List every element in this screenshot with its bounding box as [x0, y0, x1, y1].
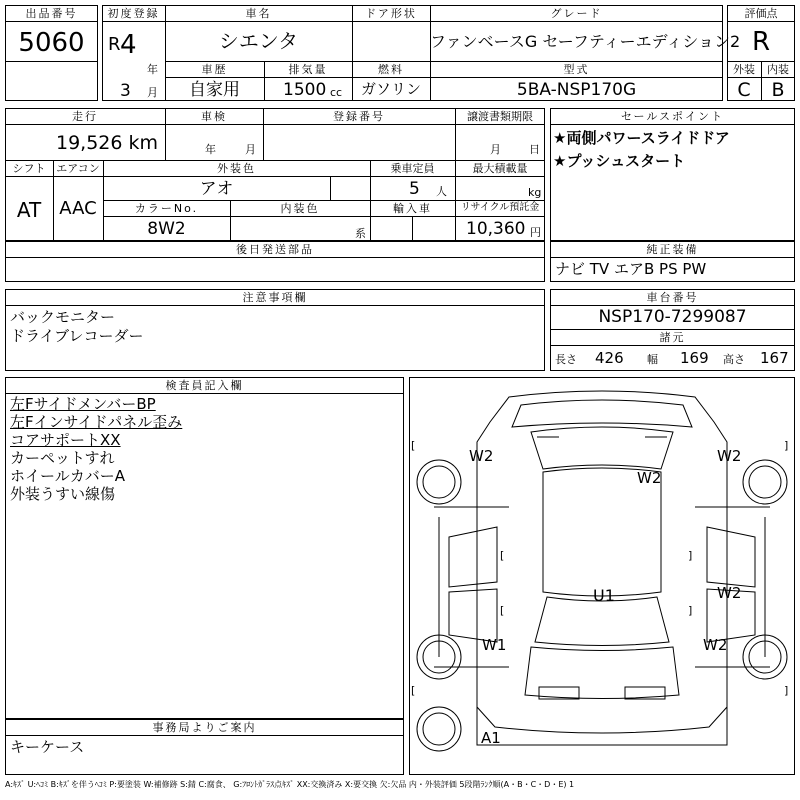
model-code: 5BA-NSP170G: [516, 80, 637, 100]
mark-fr-wheel: W2: [717, 447, 742, 465]
fuel: ガソリン: [360, 80, 421, 98]
lot-number-label: 出品番号: [25, 7, 78, 20]
color-no-label: カラーNo.: [134, 202, 199, 215]
door-label: ドア形状: [365, 7, 417, 20]
equipment-value: ナビ TV エアB PS PW: [555, 260, 707, 278]
notes-item: バックモニター: [10, 308, 116, 326]
interior-label: 内装: [767, 63, 789, 76]
score-label: 評価点: [744, 7, 778, 20]
transfer-day-unit: 日: [529, 143, 540, 156]
car-name-label: 車名: [245, 7, 272, 20]
height-value: 167: [760, 349, 789, 367]
inspector-item: ホイールカバーA: [10, 467, 125, 485]
reg-number-label: 登録番号: [333, 110, 385, 123]
mark-center: U1: [593, 586, 615, 605]
shift: AT: [16, 198, 42, 222]
exterior-label: 外装: [733, 63, 755, 76]
max-load-unit: kg: [528, 186, 542, 199]
door-bracket: [: [500, 604, 505, 617]
ac: AAC: [59, 198, 97, 219]
mark-rear-right: W2: [717, 584, 742, 602]
rl-wheel-bracket: [: [411, 684, 416, 697]
exterior-grade: C: [737, 79, 751, 101]
sales-point-item: ★プッシュスタート: [553, 152, 686, 170]
history-label: 車歴: [201, 63, 228, 76]
history: 自家用: [189, 80, 240, 100]
capacity-unit: 人: [436, 185, 447, 198]
inspection-month-unit: 月: [245, 143, 256, 156]
inspector-label: 検査員記入欄: [165, 379, 244, 392]
inspection-label: 車検: [201, 110, 227, 123]
reg-month: 3: [120, 81, 131, 101]
door-bracket: [: [500, 549, 505, 562]
year-unit: 年: [147, 63, 158, 76]
color: アオ: [199, 179, 234, 199]
int-color-unit: 系: [355, 227, 366, 240]
lot-number: 5060: [18, 28, 85, 58]
car-outline: [409, 377, 795, 775]
interior-grade: B: [771, 79, 785, 101]
inspector-item: 左Fインサイドパネル歪み: [10, 413, 183, 431]
car-name: シエンタ: [218, 29, 299, 53]
mark-fl-wheel: W2: [469, 447, 494, 465]
score: R: [751, 27, 771, 57]
recycle-fee: 10,360: [466, 219, 526, 239]
grade: ファンベースG セーフティーエディション2: [430, 32, 741, 51]
inspector-item: カーペットすれ: [10, 449, 115, 467]
chassis-label: 車台番号: [646, 291, 699, 304]
color-no: 8W2: [147, 219, 186, 239]
fuel-label: 燃料: [378, 63, 404, 76]
length-label: 長さ: [555, 353, 577, 366]
chassis-number: NSP170-7299087: [598, 307, 747, 327]
transfer-month-unit: 月: [490, 143, 501, 156]
office-value: キーケース: [10, 738, 85, 756]
inspector-item: 左FサイドメンバーBP: [10, 395, 156, 413]
inspection-year-unit: 年: [205, 143, 216, 156]
notes-item: ドライブレコーダー: [10, 327, 144, 345]
door-bracket: ]: [688, 549, 693, 562]
mileage-label: 走行: [72, 110, 98, 123]
mark-spare: A1: [481, 729, 501, 747]
fl-wheel-bracket: [: [411, 439, 416, 452]
color-label: 外装色: [217, 162, 256, 175]
mark-rr-wheel: W2: [703, 636, 728, 654]
width-label: 幅: [647, 353, 658, 366]
transfer-doc-label: 譲渡書類期限: [467, 110, 533, 123]
reg-year: 4: [120, 30, 137, 60]
first-reg-label: 初度登録: [107, 7, 160, 20]
sales-points-label: セールスポイント: [620, 110, 724, 123]
displacement-unit: cc: [330, 86, 343, 99]
inspector-item: コアサポートXX: [10, 431, 121, 449]
dims-label: 諸元: [659, 331, 686, 344]
max-load-label: 最大積載量: [472, 162, 528, 175]
equipment-label: 純正装備: [646, 243, 699, 256]
notes-label: 注意事項欄: [242, 291, 308, 304]
int-color-label: 内装色: [280, 202, 320, 215]
capacity: 5: [409, 179, 420, 199]
width-value: 169: [680, 349, 709, 367]
month-unit: 月: [147, 86, 158, 99]
model-label: 型式: [563, 63, 590, 76]
inspector-item: 外装うすい線傷: [10, 485, 116, 503]
recycle-unit: 円: [530, 226, 541, 239]
mark-body-left: W2: [637, 469, 662, 487]
displacement-label: 排気量: [288, 63, 328, 76]
sales-point-item: ★両側パワースライドドア: [553, 129, 730, 147]
door-bracket: ]: [688, 604, 693, 617]
import-label: 輸入車: [393, 202, 432, 215]
later-parts-label: 後日発送部品: [236, 243, 314, 256]
mark-rl-wheel: W1: [482, 636, 507, 654]
capacity-label: 乗車定員: [390, 162, 435, 175]
sales-points-box: [550, 108, 795, 241]
length-value: 426: [595, 349, 624, 367]
era: R: [108, 34, 121, 55]
grade-label: グレード: [550, 7, 603, 20]
shift-label: シフト: [12, 162, 46, 175]
recycle-label: リサイクル預託金: [460, 202, 540, 213]
legend: A:ｷｽﾞ U:ﾍｺﾐ B:ｷｽﾞを伴うﾍｺﾐ P:要塗装 W:補修跡 S:錆 C:腐食、 G:ﾌﾛﾝﾄｶﾞﾗｽ点ｷｽﾞ XX:交換済み X:要交換 欠:欠品 内・外装評価 5段階ﾗﾝｸ順(A・B・C・D・E) 1: [5, 780, 575, 789]
displacement: 1500: [283, 80, 327, 100]
ac-label: エアコン: [56, 162, 100, 175]
mileage: 19,526 km: [56, 132, 159, 154]
rr-wheel-bracket: ]: [784, 684, 789, 697]
height-label: 高さ: [723, 353, 745, 366]
fr-wheel-bracket: ]: [784, 439, 789, 452]
office-label: 事務局よりご案内: [152, 721, 257, 734]
